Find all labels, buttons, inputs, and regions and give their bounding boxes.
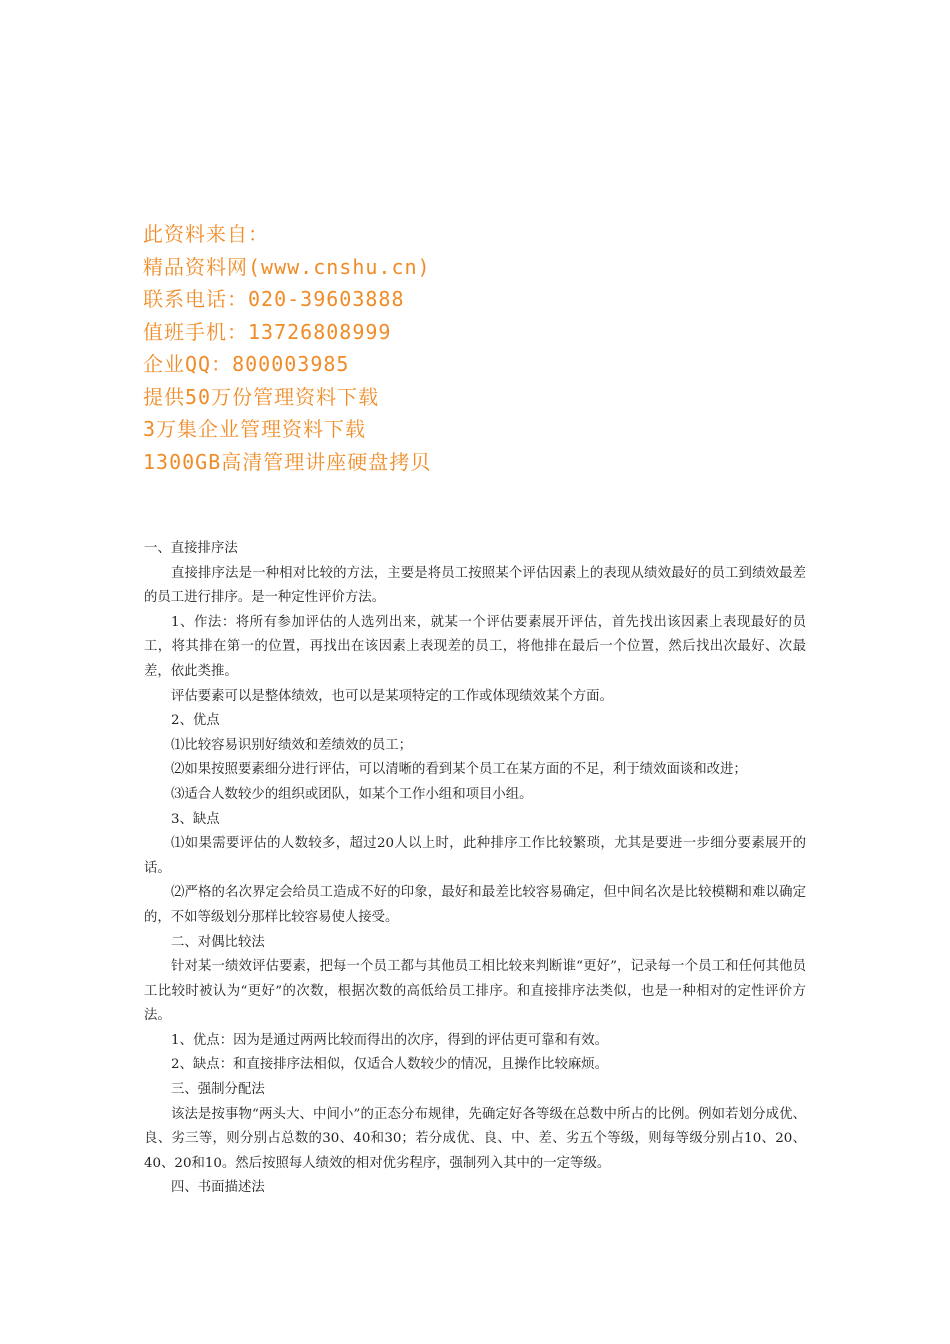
paragraph: 1、作法：将所有参加评估的人选列出来，就某一个评估要素展开评估，首先找出该因素上表现最好的员工，将其排在第一的位置，再找出在该因素上表现差的员工，将他排在最后一个位置，然后找出次最好、次最差，依此类推。 [144, 614, 806, 679]
paragraph: 针对某一绩效评估要素，把每一个员工都与其他员工相比较来判断谁“更好”，记录每一个员工和任何其他员工比较时被认为“更好”的次数，根据次数的高低给员工排序。和直接排序法类似，也是一种相对的定性评价方法。 [144, 959, 806, 1024]
website-line: 精品资料网(www.cnshu.cn) [143, 254, 431, 279]
source-info-block [143, 218, 743, 478]
section-heading-1: 一、直接排序法 [144, 541, 238, 556]
list-item: ⑵严格的名次界定会给员工造成不好的印象，最好和最差比较容易确定，但中间名次是比较模糊和难以确定的，不如等级划分那样比较容易使人接受。 [144, 885, 806, 925]
qq-line: 企业QQ：800003985 [143, 352, 350, 376]
mobile-line: 值班手机：13726808999 [143, 319, 392, 344]
source-label: 此资料来自： [143, 222, 269, 246]
section-heading-4: 四、书面描述法 [171, 1180, 265, 1196]
paragraph: 2、缺点：和直接排序法相似，仅适合人数较少的情况，且操作比较麻烦。 [171, 1057, 609, 1073]
list-item: ⑴比较容易识别好绩效和差绩效的员工； [171, 737, 413, 753]
paragraph: 1、优点：因为是通过两两比较而得出的次序，得到的评估更可靠和有效。 [171, 1032, 609, 1048]
section-heading-2: 二、对偶比较法 [171, 934, 265, 950]
paragraph: 评估要素可以是整体绩效，也可以是某项特定的工作或体现绩效某个方面。 [171, 688, 613, 704]
offer-line-3: 1300GB高清管理讲座硬盘拷贝 [143, 449, 432, 474]
list-item: ⑵如果按照要素细分进行评估，可以清晰的看到某个员工在某方面的不足，利于绩效面谈和改进； [171, 762, 747, 778]
section-heading-3: 三、强制分配法 [171, 1082, 265, 1098]
phone-line: 联系电话：020-39603888 [143, 287, 405, 311]
list-item: ⑴如果需要评估的人数较多，超过20人以上时，此种排序工作比较繁琐，尤其是要进一步细分要素展开的话。 [144, 836, 806, 876]
document-body [144, 537, 806, 1201]
paragraph: 直接排序法是一种相对比较的方法，主要是将员工按照某个评估因素上的表现从绩效最好的员工到绩效最差的员工进行排序。是一种定性评价方法。 [144, 565, 806, 606]
list-item: ⑶适合人数较少的组织或团队，如某个工作小组和项目小组。 [171, 786, 533, 802]
offer-line-2: 3万集企业管理资料下载 [143, 417, 367, 441]
offer-line-1: 提供50万份管理资料下载 [143, 384, 380, 409]
subheading-disadvantages: 3、缺点 [171, 811, 220, 827]
subheading-advantages: 2、优点 [171, 713, 220, 729]
paragraph: 该法是按事物“两头大、中间小”的正态分布规律，先确定好各等级在总数中所占的比例。例如若划分成优、良、劣三等，则分别占总数的30、40和30；若分成优、良、中、差、劣五个等级，则每等级分别占10、20、40、20和10。然后按照每人绩效的相对优劣程序，强制列入其中的一定等级。 [144, 1106, 806, 1171]
